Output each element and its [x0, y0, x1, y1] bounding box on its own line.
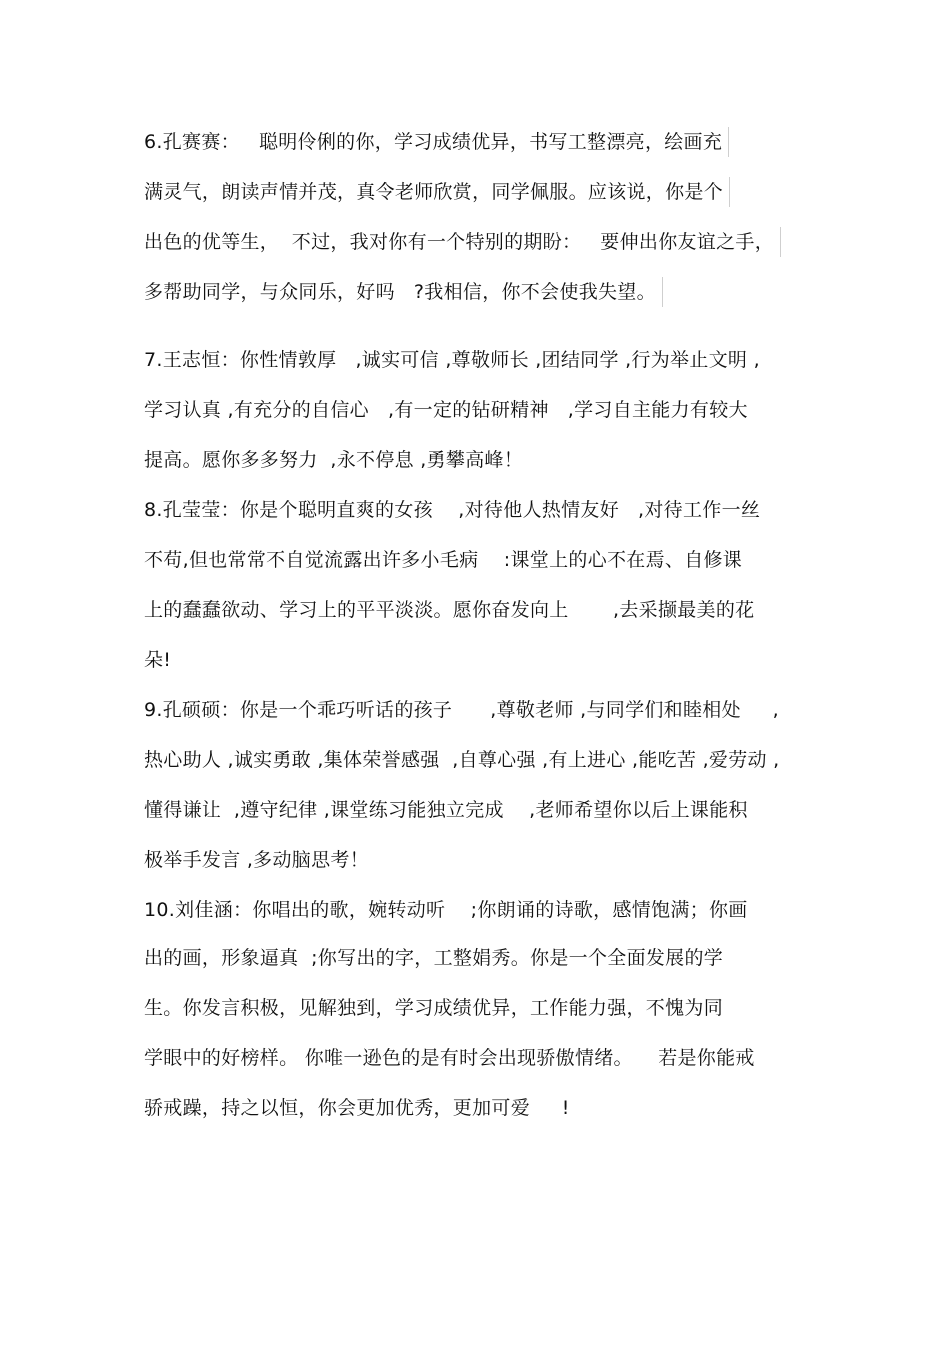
- comment-10-line-2: 出的画，形象逼真 ;你写出的字，工整娟秀。你是一个全面发展的学: [144, 947, 724, 969]
- comment-8-line-3: 上的蠢蠢欲动、学习上的平平淡淡。愿你奋发向上 ,去采撷最美的花: [144, 599, 755, 621]
- comment-8-line-1: 8.孔莹莹：你是个聪明直爽的女孩 ,对待他人热情友好 ,对待工作一丝: [144, 499, 761, 521]
- comment-9-line-3: 懂得谦让 ,遵守纪律 ,课堂练习能独立完成 ,老师希望你以后上课能积: [144, 799, 748, 821]
- comment-7-line-2: 学习认真 ,有充分的自信心 ,有一定的钻研精神 ,学习自主能力有较大: [144, 399, 748, 421]
- comment-9-line-2: 热心助人 ,诚实勇敢 ,集体荣誉感强 ,自尊心强 ,有上进心 ,能吃苦 ,爱劳动 ,: [144, 749, 780, 771]
- comment-6-line-3: 出色的优等生， 不过，我对你有一个特别的期盼： 要伸出你友谊之手，: [144, 227, 781, 257]
- comment-10-line-4: 学眼中的好榜样。 你唯一逊色的是有时会出现骄傲情绪。 若是你能戒: [144, 1047, 755, 1069]
- comment-10-line-5: 骄戒躁，持之以恒，你会更加优秀，更加可爱 !: [144, 1097, 570, 1119]
- comment-7-line-3: 提高。愿你多多努力 ,永不停息 ,勇攀高峰！: [144, 449, 524, 471]
- comment-8-line-2: 不苟,但也常常不自觉流露出许多小毛病 :课堂上的心不在焉、自修课: [144, 549, 743, 571]
- comment-6-line-2: 满灵气，朗读声情并茂，真令老师欣赏，同学佩服。应该说，你是个: [144, 177, 730, 207]
- comment-10-line-1: 10.刘佳涵：你唱出的歌，婉转动听 ;你朗诵的诗歌，感情饱满；你画: [144, 899, 748, 921]
- comment-9-line-1: 9.孔硕硕：你是一个乖巧听话的孩子 ,尊敬老师 ,与同学们和睦相处 ,: [144, 699, 779, 721]
- comment-10-line-3: 生。你发言积极，见解独到，学习成绩优异，工作能力强，不愧为同: [144, 997, 724, 1019]
- comment-6-line-4: 多帮助同学，与众同乐，好吗 ?我相信，你不会使我失望。: [144, 277, 663, 307]
- comment-6-line-1: 6.孔赛赛： 聪明伶俐的你，学习成绩优异，书写工整漂亮，绘画充: [144, 127, 729, 157]
- comment-9-line-4: 极举手发言 ,多动脑思考！: [144, 849, 369, 871]
- comment-7-line-1: 7.王志恒：你性情敦厚 ,诚实可信 ,尊敬师长 ,团结同学 ,行为举止文明 ,: [144, 349, 760, 371]
- comment-8-line-4: 朵!: [144, 649, 172, 671]
